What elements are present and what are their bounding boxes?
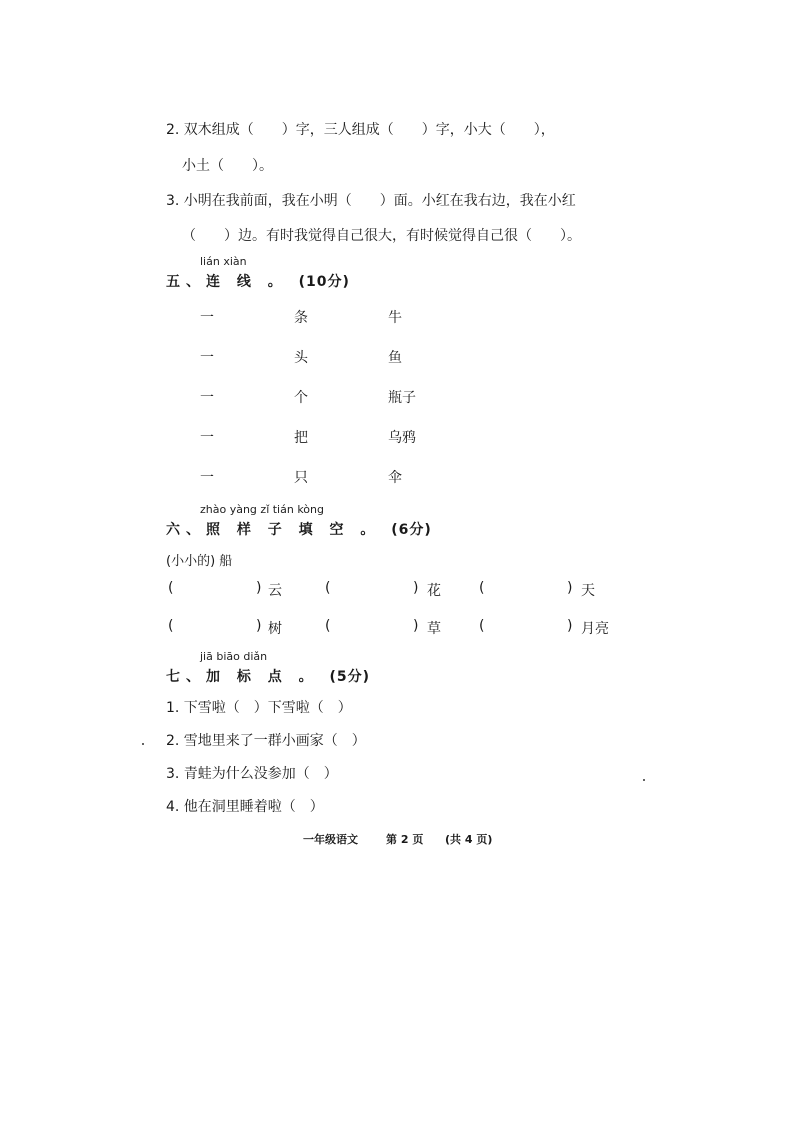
section-5-title	[166, 271, 350, 291]
footer-subject: 一年级语文	[303, 833, 358, 846]
fill-blank-close-paren: )	[256, 618, 262, 634]
matching-col3-item: 鱼	[388, 350, 402, 366]
footer-total-pages: (共 4 页)	[445, 833, 493, 846]
fill-blank-word: 云	[268, 583, 282, 599]
matching-col2-item: 个	[294, 390, 308, 406]
question-3-line-1: 3. 小明在我前面，我在小明（ ）面。小红在我右边，我在小红	[166, 193, 576, 209]
question-2-line-2: 小土（ ）。	[182, 158, 273, 174]
section-5-title-text: 五、连 线 。	[166, 274, 288, 290]
punctuation-item: 3. 青蛙为什么没参加（ ）	[166, 766, 338, 782]
matching-col1-item: 一	[200, 310, 214, 326]
fill-blank-word: 草	[427, 621, 441, 637]
punctuation-item: 4. 他在洞里睡着啦（ ）	[166, 799, 324, 815]
fill-blank-word: 花	[427, 583, 441, 599]
matching-col1-item: 一	[200, 430, 214, 446]
matching-col1-item: 一	[200, 390, 214, 406]
fill-blank-word: 天	[581, 583, 595, 599]
matching-col2-item: 头	[294, 350, 308, 366]
matching-col3-item: 牛	[388, 310, 402, 326]
section-7-score: (5分)	[329, 669, 371, 685]
footer-page-number: 第 2 页	[386, 833, 424, 846]
fill-blank-close-paren: )	[413, 618, 419, 634]
fill-blank-word: 树	[268, 621, 282, 637]
matching-col3-item: 乌鸦	[388, 430, 416, 446]
fill-blank-open-paren: (	[479, 618, 485, 634]
scan-speck	[142, 743, 144, 745]
punctuation-item: 2. 雪地里来了一群小画家（ ）	[166, 733, 366, 749]
fill-blank-open-paren: (	[325, 580, 331, 596]
section-6-pinyin: zhào yàng zǐ tián kòng	[200, 503, 324, 516]
fill-blank-close-paren: )	[413, 580, 419, 596]
matching-col3-item: 瓶子	[388, 390, 416, 406]
section-7-pinyin: jiā biāo diǎn	[200, 650, 268, 663]
section-7-title-text: 七、加 标 点 。	[166, 669, 319, 685]
question-2-line-1: 2. 双木组成（ ）字，三人组成（ ）字，小大（ ），	[166, 122, 555, 138]
section-5-pinyin: lián xiàn	[200, 255, 247, 268]
scan-speck	[643, 779, 645, 781]
fill-blank-close-paren: )	[256, 580, 262, 596]
section-6-example: (小小的) 船	[166, 554, 233, 569]
fill-blank-open-paren: (	[168, 580, 174, 596]
fill-blank-open-paren: (	[479, 580, 485, 596]
fill-blank-open-paren: (	[168, 618, 174, 634]
matching-col1-item: 一	[200, 350, 214, 366]
question-3-line-2: （ ）边。有时我觉得自己很大，有时候觉得自己很（ ）。	[182, 228, 581, 244]
fill-blank-close-paren: )	[567, 580, 573, 596]
section-7-title	[166, 666, 370, 686]
matching-col2-item: 条	[294, 310, 308, 326]
section-5-score: (10分)	[298, 274, 350, 290]
matching-col3-item: 伞	[388, 470, 402, 486]
punctuation-item: 1. 下雪啦（ ）下雪啦（ ）	[166, 700, 352, 716]
fill-blank-close-paren: )	[567, 618, 573, 634]
section-6-title-text: 六、照 样 子 填 空 。	[166, 522, 381, 538]
section-6-score: (6分)	[391, 522, 432, 538]
section-6-title	[166, 519, 432, 539]
matching-col1-item: 一	[200, 470, 214, 486]
fill-blank-open-paren: (	[325, 618, 331, 634]
matching-col2-item: 把	[294, 430, 308, 446]
matching-col2-item: 只	[294, 470, 308, 486]
fill-blank-word: 月亮	[581, 621, 609, 637]
